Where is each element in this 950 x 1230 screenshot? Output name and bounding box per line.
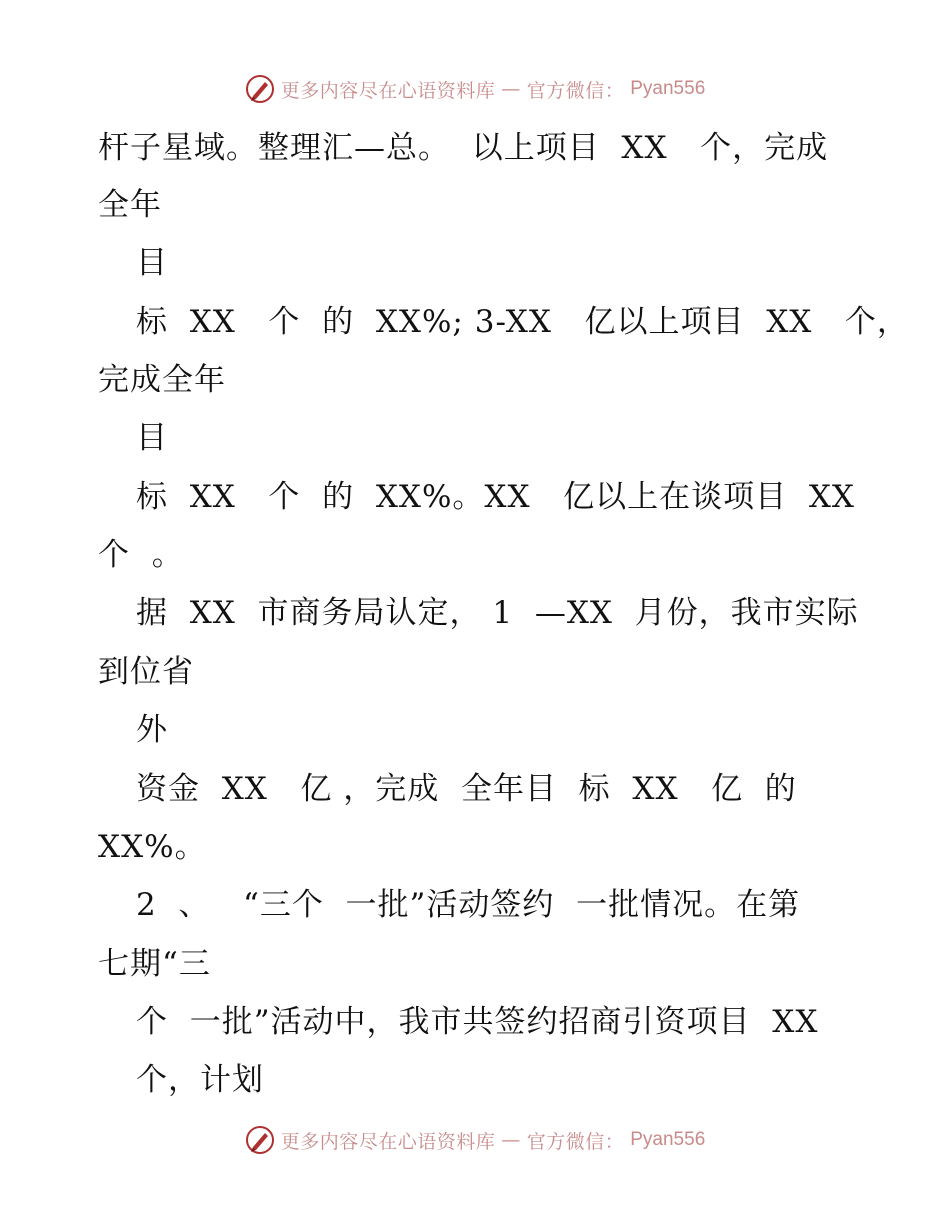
text-line: 个 一批”活动中，我市共签约招商引资项目 XX bbox=[136, 1004, 819, 1040]
text-line: 标 XX 个 的 XX%; 3-XX 亿以上项目 XX 个， bbox=[136, 304, 909, 340]
watermark-text: 更多内容尽在心语资料库 bbox=[280, 79, 496, 102]
text-line: 个，计划 bbox=[136, 1062, 264, 1098]
text-line: 据 XX 市商务局认定， 1 —XX 月份，我市实际 bbox=[136, 595, 859, 631]
text-line: 杆子星域。整理汇—总。 以上项目 XX 个，完成 bbox=[98, 130, 829, 166]
text-line: XX%。 bbox=[98, 829, 207, 865]
footer-watermark bbox=[0, 1122, 950, 1158]
watermark-wechat-label: 官方微信： bbox=[526, 79, 625, 102]
text-line: 2 、 “三个 一批”活动签约 一批情况。在第 bbox=[136, 887, 801, 923]
text-line: 标 XX 个 的 XX%。XX 亿以上在谈项目 XX bbox=[136, 479, 855, 515]
text-line: 资金 XX 亿 ，完成 全年目 标 XX 亿 的 bbox=[136, 771, 797, 807]
watermark-dash: — bbox=[501, 1129, 521, 1151]
pen-logo-icon bbox=[245, 1125, 275, 1155]
text-line: 七期“三 bbox=[98, 946, 211, 982]
watermark-wechat-id: Pyan556 bbox=[630, 1129, 706, 1150]
text-line: 目 bbox=[136, 420, 168, 456]
text-line: 个 。 bbox=[98, 537, 184, 573]
text-line: 目 bbox=[136, 245, 168, 281]
text-line: 到位省 bbox=[98, 654, 194, 690]
watermark-wechat-label: 官方微信： bbox=[526, 1130, 625, 1153]
text-line: 完成全年 bbox=[98, 362, 226, 398]
watermark-text: 更多内容尽在心语资料库 bbox=[280, 1130, 496, 1153]
text-line: 外 bbox=[136, 712, 168, 748]
watermark-dash: — bbox=[501, 78, 521, 100]
text-line: 全年 bbox=[98, 187, 162, 223]
watermark-wechat-id: Pyan556 bbox=[630, 78, 706, 99]
